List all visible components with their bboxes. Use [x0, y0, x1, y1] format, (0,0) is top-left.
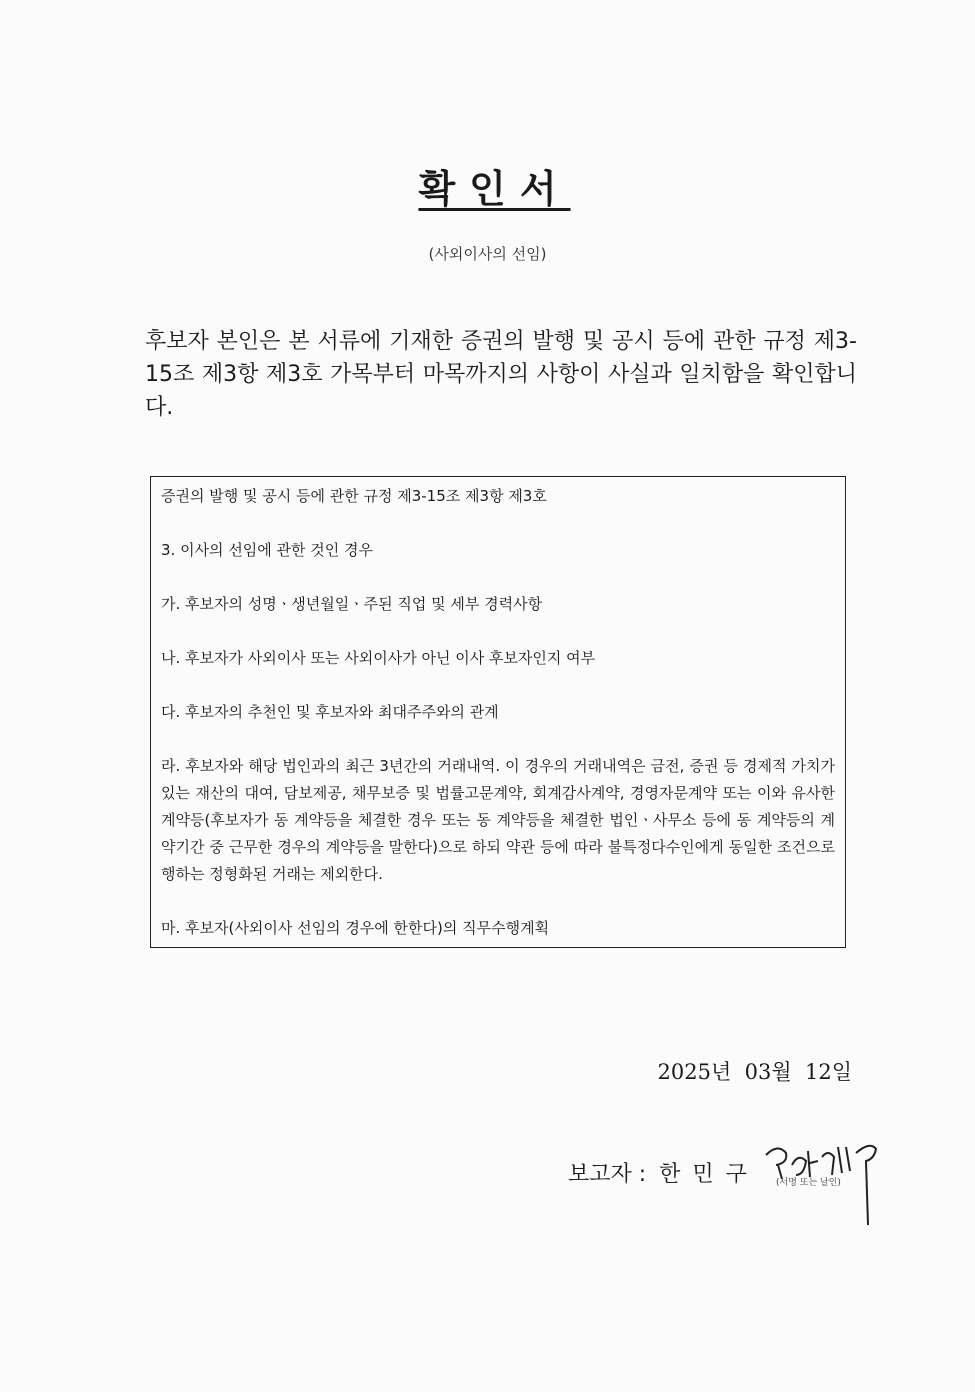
handwritten-signature	[758, 1135, 888, 1230]
item-ga: 가. 후보자의 성명ㆍ생년월일ㆍ주된 직업 및 세부 경력사항	[161, 595, 543, 613]
item-ma: 마. 후보자(사외이사 선임의 경우에 한한다)의 직무수행계획	[161, 919, 550, 937]
intro-paragraph: 후보자 본인은 본 서류에 기재한 증권의 발행 및 공시 등에 관한 규정 제3-15조 제3항 제3호 가목부터 마목까지의 사항이 사실과 일치함을 확인합니다.	[145, 329, 857, 420]
report-date: 2025년 03월 12일	[657, 1060, 852, 1084]
document-title: 확인서	[418, 166, 571, 211]
item-da: 다. 후보자의 추천인 및 후보자와 최대주주와의 관계	[161, 703, 499, 721]
reporter-line	[568, 1157, 759, 1188]
regulation-box	[150, 476, 846, 948]
regulation-heading: 증권의 발행 및 공시 등에 관한 규정 제3-15조 제3항 제3호	[161, 487, 547, 505]
item-na: 나. 후보자가 사외이사 또는 사외이사가 아닌 이사 후보자인지 여부	[161, 649, 596, 667]
reporter-name: 한민구	[659, 1162, 759, 1187]
signature-hint: (서명 또는 날인)	[776, 1178, 841, 1188]
document-subtitle: (사외이사의 선임)	[428, 245, 547, 263]
reporter-label: 보고자 :	[568, 1162, 647, 1187]
item-3: 3. 이사의 선임에 관한 것인 경우	[161, 541, 374, 559]
item-ra: 라. 후보자와 해당 법인과의 최근 3년간의 거래내역. 이 경우의 거래내역은 금전, 증권 등 경제적 가치가 있는 재산의 대여, 담보제공, 채무보증 및 법률고문계약, 회계감사계약, 경영자문계약 또는 이와 유사한 계약등(후보자가 동 계약등을 체결한 경우 또는 동 계약등을 체결한 법인ㆍ사무소 등에 동 계약등의 계약기간 중 근무한 경우의 계약등을 말한다)으로 하되 약관 등에 따라 불특정다수인에게 동일한 조건으로 행하는 정형화된 거래는 제외한다.	[161, 757, 835, 883]
